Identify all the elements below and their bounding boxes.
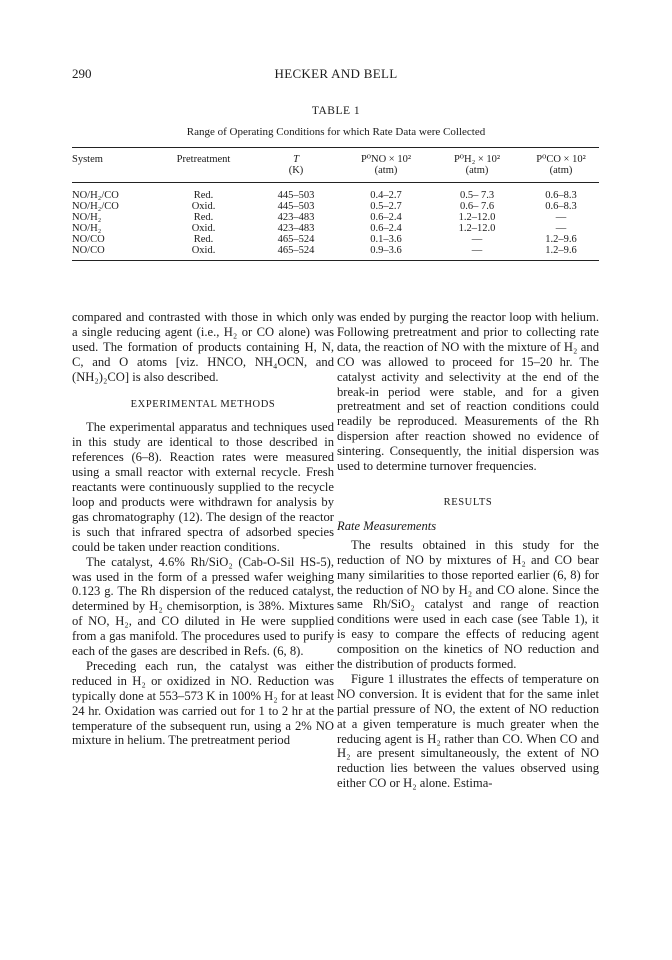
cell-temperature: 423–483 xyxy=(277,223,315,234)
cell-system: NO/H₂ xyxy=(72,212,102,223)
cell-pretreatment: Oxid. xyxy=(191,201,216,212)
unit-ph2: (atm) xyxy=(431,165,523,183)
cell-ph2: — xyxy=(471,234,483,245)
cell-pno: 0.6–2.4 xyxy=(370,223,402,234)
section-heading-experimental: EXPERIMENTAL METHODS xyxy=(130,398,276,410)
table-row xyxy=(72,234,599,245)
operating-conditions-table xyxy=(72,147,599,261)
cell-pno: 0.6–2.4 xyxy=(370,212,402,223)
unit-pco: (atm) xyxy=(523,165,599,183)
cell-ph2: 1.2–12.0 xyxy=(458,223,496,234)
intro-paragraph: compared and contrasted with those in which only a single reducing agent (i.e., H₂ or CO alone) was used. The formation of products containing H, N, C, and O atoms [viz. HNCO, NH₄OCN, and (NH₂)₂CO] is also described. xyxy=(72,310,334,384)
cell-pno: 0.4–2.7 xyxy=(370,190,402,201)
cell-ph2: — xyxy=(431,245,523,261)
right-column xyxy=(337,310,599,791)
body-paragraph: The experimental apparatus and techniques used in this study are identical to those described in references (6–8). Reaction rates were measured using a small reactor with external recycle. Fresh reactants were continuously supplied to the recycle loop and products were withdrawn for analysis by gas chromatography (12). The design of the reactor is such that infrared spectra of adsorbed species could be taken under reaction conditions. xyxy=(72,420,334,554)
cell-pretreatment: Oxid. xyxy=(191,223,216,234)
body-paragraph: Preceding each run, the catalyst was either reduced in H₂ or oxidized in NO. Reduction was typically done at 553–573 K in 100% H₂ for at least 24 hr. Oxidation was carried out for 1 to 2 hr at the temperature of the subsequent run, using a 2% NO mixture in helium. The pretreatment period xyxy=(72,658,334,748)
subheading-rate-measurements: Rate Measurements xyxy=(337,518,437,533)
page-number: 290 xyxy=(72,66,92,81)
section-heading-results: RESULTS xyxy=(443,496,493,508)
cell-pno: 0.9–3.6 xyxy=(341,245,431,261)
cell-pretreatment: Red. xyxy=(193,190,214,201)
cell-pno: 0.5–2.7 xyxy=(370,201,402,212)
running-head: HECKER AND BELL xyxy=(274,66,398,81)
body-paragraph: The results obtained in this study for the reduction of NO by mixtures of H₂ and CO bear many similarities to those reported earlier (6, 8) for the reduction of NO by H₂ and CO alone. Since the same Rh/SiO₂ catalyst and range of reaction conditions were used in each case (see Table 1), it is easy to compare the effects of reducing agent composition on the kinetics of NO reduction and the distribution of products formed. xyxy=(337,537,599,672)
header-pretreatment: Pretreatment xyxy=(156,148,251,166)
table-row xyxy=(72,183,599,202)
cell-system: NO/CO xyxy=(72,234,105,245)
cell-pco: 0.6–8.3 xyxy=(545,201,577,212)
cell-temperature: 423–483 xyxy=(277,212,315,223)
cell-pco: 1.2–9.6 xyxy=(545,234,577,245)
table-label: TABLE 1 xyxy=(311,105,361,117)
cell-system: NO/H₂/CO xyxy=(72,190,119,201)
table-row xyxy=(72,212,599,223)
unit-pno: (atm) xyxy=(341,165,431,183)
cell-system: NO/H₂/CO xyxy=(72,201,119,212)
header-ph2: P⁰H₂ × 10² xyxy=(431,148,523,166)
body-paragraph: was ended by purging the reactor loop with helium. Following pretreatment and prior to collecting rate data, the reaction of NO with the mixture of H₂ and CO was allowed to proceed for 15–20 hr. The catalyst activity and selectivity at the end of the break-in period were stable, and for a given pretreatment and set of reaction conditions could readily be reproduced. Measurements of the Rh dispersion after reaction showed no evidence of sintering. Consequently, the initial dispersion was used to determine turnover frequencies. xyxy=(337,310,599,474)
cell-ph2: 0.5– 7.3 xyxy=(459,190,495,201)
cell-pretreatment: Oxid. xyxy=(156,245,251,261)
header-system: System xyxy=(72,148,156,166)
header-pno: P⁰NO × 10² xyxy=(341,148,431,166)
table-row xyxy=(72,201,599,212)
table-caption: Range of Operating Conditions for which Rate Data were Collected xyxy=(186,126,486,138)
cell-temperature: 465–524 xyxy=(251,245,341,261)
cell-pno: 0.1–3.6 xyxy=(370,234,402,245)
header-temperature: T xyxy=(251,148,341,166)
cell-temperature: 445–503 xyxy=(277,190,315,201)
table-header-row xyxy=(72,148,599,166)
cell-temperature: 445–503 xyxy=(277,201,315,212)
cell-temperature: 465–524 xyxy=(277,234,315,245)
table-unit-row xyxy=(72,165,599,183)
table-row xyxy=(72,223,599,234)
cell-pretreatment: Red. xyxy=(193,234,214,245)
cell-ph2: 1.2–12.0 xyxy=(458,212,496,223)
cell-pco: — xyxy=(555,212,567,223)
cell-system: NO/CO xyxy=(72,245,156,261)
body-paragraph: The catalyst, 4.6% Rh/SiO₂ (Cab-O-Sil HS-5), was used in the form of a pressed wafer weighing 0.123 g. The Rh dispersion of the reduced catalyst, determined by H₂ chemisorption, is 38%. Mixtures of NO, H₂, and CO diluted in He were supplied from a gas manifold. The procedures used to purify each of the gases are described in Refs. (6, 8). xyxy=(72,554,334,659)
page-header xyxy=(72,66,600,86)
cell-pco: 0.6–8.3 xyxy=(545,190,577,201)
header-pco: P⁰CO × 10² xyxy=(523,148,599,166)
table-row xyxy=(72,245,599,261)
body-paragraph: Figure 1 illustrates the effects of temperature on NO conversion. It is evident that for the same inlet partial pressure of NO, the extent of NO reduction at a given temperature is much greater when the reducing agent is H₂ rather than CO. When CO and H₂ are present simultaneously, the extent of NO reduction lies between the values observed using either CO or H₂ alone. Estima- xyxy=(337,671,599,791)
left-column xyxy=(72,310,334,748)
cell-system: NO/H₂ xyxy=(72,223,102,234)
cell-pco: — xyxy=(555,223,567,234)
cell-pco: 1.2–9.6 xyxy=(523,245,599,261)
unit-temperature: (K) xyxy=(251,165,341,183)
cell-ph2: 0.6– 7.6 xyxy=(459,201,495,212)
cell-pretreatment: Red. xyxy=(193,212,214,223)
